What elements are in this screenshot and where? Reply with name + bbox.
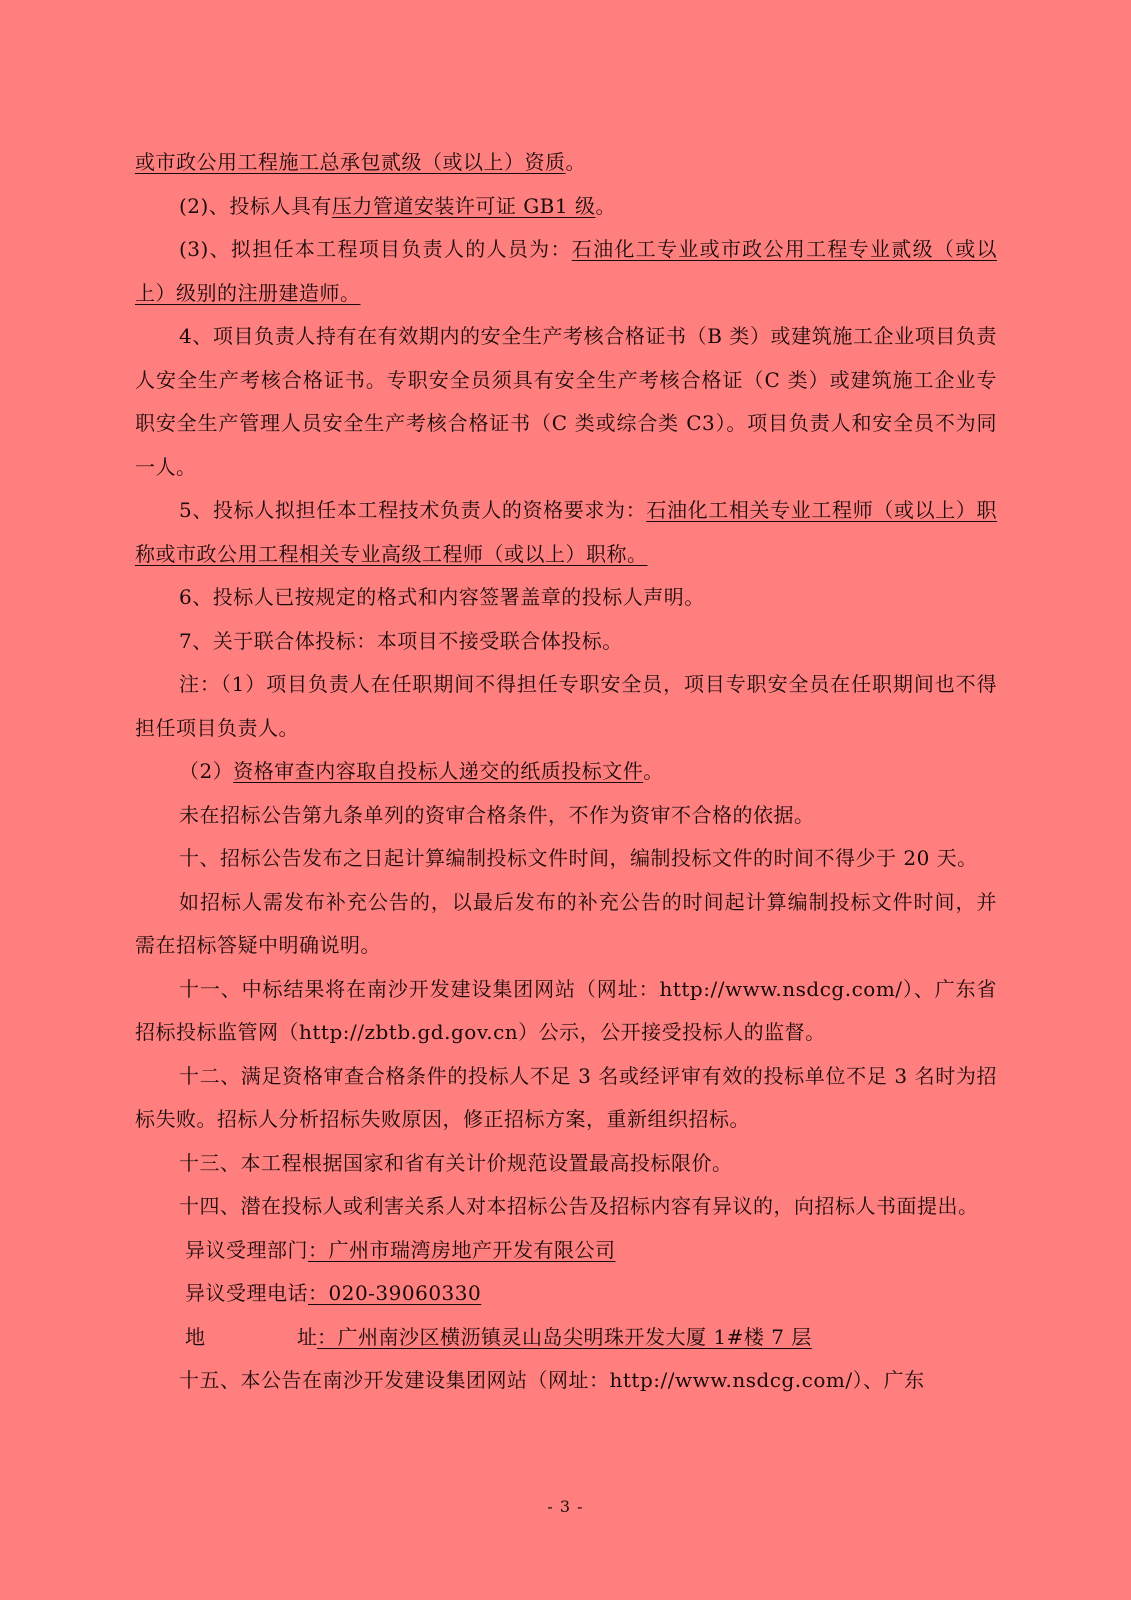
underlined-text: ：广州南沙区横沥镇灵山岛尖明珠开发大厦 1#楼 7 层 <box>317 1324 812 1349</box>
paragraph-safety-cert: 4、项目负责人持有在有效期内的安全生产考核合格证书（B 类）或建筑施工企业项目负责人安全生产考核合格证书。专职安全员须具有安全生产考核合格证（C 类）或建筑施工企业专职安全生产管理人员安全生产考核合格证书（C 类或综合类 C3）。项目负责人和安全员不为同一人。 <box>135 324 997 479</box>
paragraph-supplement: 如招标人需发布补充公告的，以最后发布的补充公告的时间起计算编制投标文件时间，并需在招标答疑中明确说明。 <box>135 889 997 957</box>
underlined-text: 资格审查内容取自投标人递交的纸质投标文件 <box>233 759 644 783</box>
paragraph-technical-lead: 5、投标人拟担任本工程技术负责人的资格要求为：石油化工相关专业工程师（或以上）职称或市政公用工程相关专业高级工程师（或以上）职称。 <box>135 498 998 566</box>
paragraph-section-14: 十四、潜在投标人或利害关系人对本招标公告及招标内容有异议的，向招标人书面提出。 <box>179 1194 979 1218</box>
paragraph-section-13: 十三、本工程根据国家和省有关计价规范设置最高投标限价。 <box>179 1150 733 1175</box>
paragraph-section-10: 十、招标公告发布之日起计算编制投标文件时间，编制投标文件的时间不得少于 20 天。 <box>179 846 978 870</box>
paragraph-unlisted-conditions: 未在招标公告第九条单列的资审合格条件，不作为资审不合格的依据。 <box>179 802 815 827</box>
paragraph-qualification-cont: 或市政公用工程施工总承包贰级（或以上）资质。 <box>135 150 586 174</box>
paragraph-pressure-pipe: (2)、投标人具有压力管道安装许可证 GB1 级。 <box>179 193 616 218</box>
page-number: - 3 - <box>547 1497 584 1516</box>
objection-address: 地 址 ：广州南沙区横沥镇灵山岛尖明珠开发大厦 1#楼 7 层 <box>185 1324 812 1349</box>
objection-department: 异议受理部门：广州市瑞湾房地产开发有限公司 <box>185 1237 616 1262</box>
paragraph-section-12: 十二、满足资格审查合格条件的投标人不足 3 名或经评审有效的投标单位不足 3 名时为招标失败。招标人分析招标失败原因，修正招标方案，重新组织招标。 <box>135 1063 997 1131</box>
document-body <box>135 141 997 1403</box>
objection-phone: 异议受理电话：020-39060330 <box>185 1281 482 1305</box>
paragraph-project-manager: (3)、拟担任本工程项目负责人的人员为：石油化工专业或市政公用工程专业贰级（或以上）级别的注册建造师。 <box>135 237 997 305</box>
underlined-text: ：020-39060330 <box>308 1281 482 1305</box>
paragraph-section-11: 十一、中标结果将在南沙开发建设集团网站（网址：http://www.nsdcg.com/）、广东省招标投标监管网（http://zbtb.gd.gov.cn）公示，公开接受投标人的监督。 <box>135 976 997 1044</box>
underlined-text: 石油化工相关专业工程师（或以上）职称或市政公用工程相关专业高级工程师（或以上）职称。 <box>135 498 998 566</box>
paragraph-consortium: 7、关于联合体投标：本项目不接受联合体投标。 <box>179 628 623 653</box>
paragraph-section-15: 十五、本公告在南沙开发建设集团网站（网址：http://www.nsdcg.com/）、广东 <box>179 1368 925 1392</box>
underlined-text: 石油化工专业或市政公用工程专业贰级（或以上）级别的注册建造师。 <box>135 237 997 305</box>
underlined-text: 压力管道安装许可证 GB1 级 <box>331 193 596 218</box>
paragraph-note-1: 注：（1）项目负责人在任职期间不得担任专职安全员，项目专职安全员在任职期间也不得担任项目负责人。 <box>135 672 997 740</box>
underlined-text: ：广州市瑞湾房地产开发有限公司 <box>308 1237 616 1262</box>
paragraph-note-2: （2）资格审查内容取自投标人递交的纸质投标文件。 <box>179 759 664 783</box>
paragraph-declaration: 6、投标人已按规定的格式和内容签署盖章的投标人声明。 <box>179 585 705 609</box>
underlined-text: 或市政公用工程施工总承包贰级（或以上）资质 <box>135 150 566 174</box>
